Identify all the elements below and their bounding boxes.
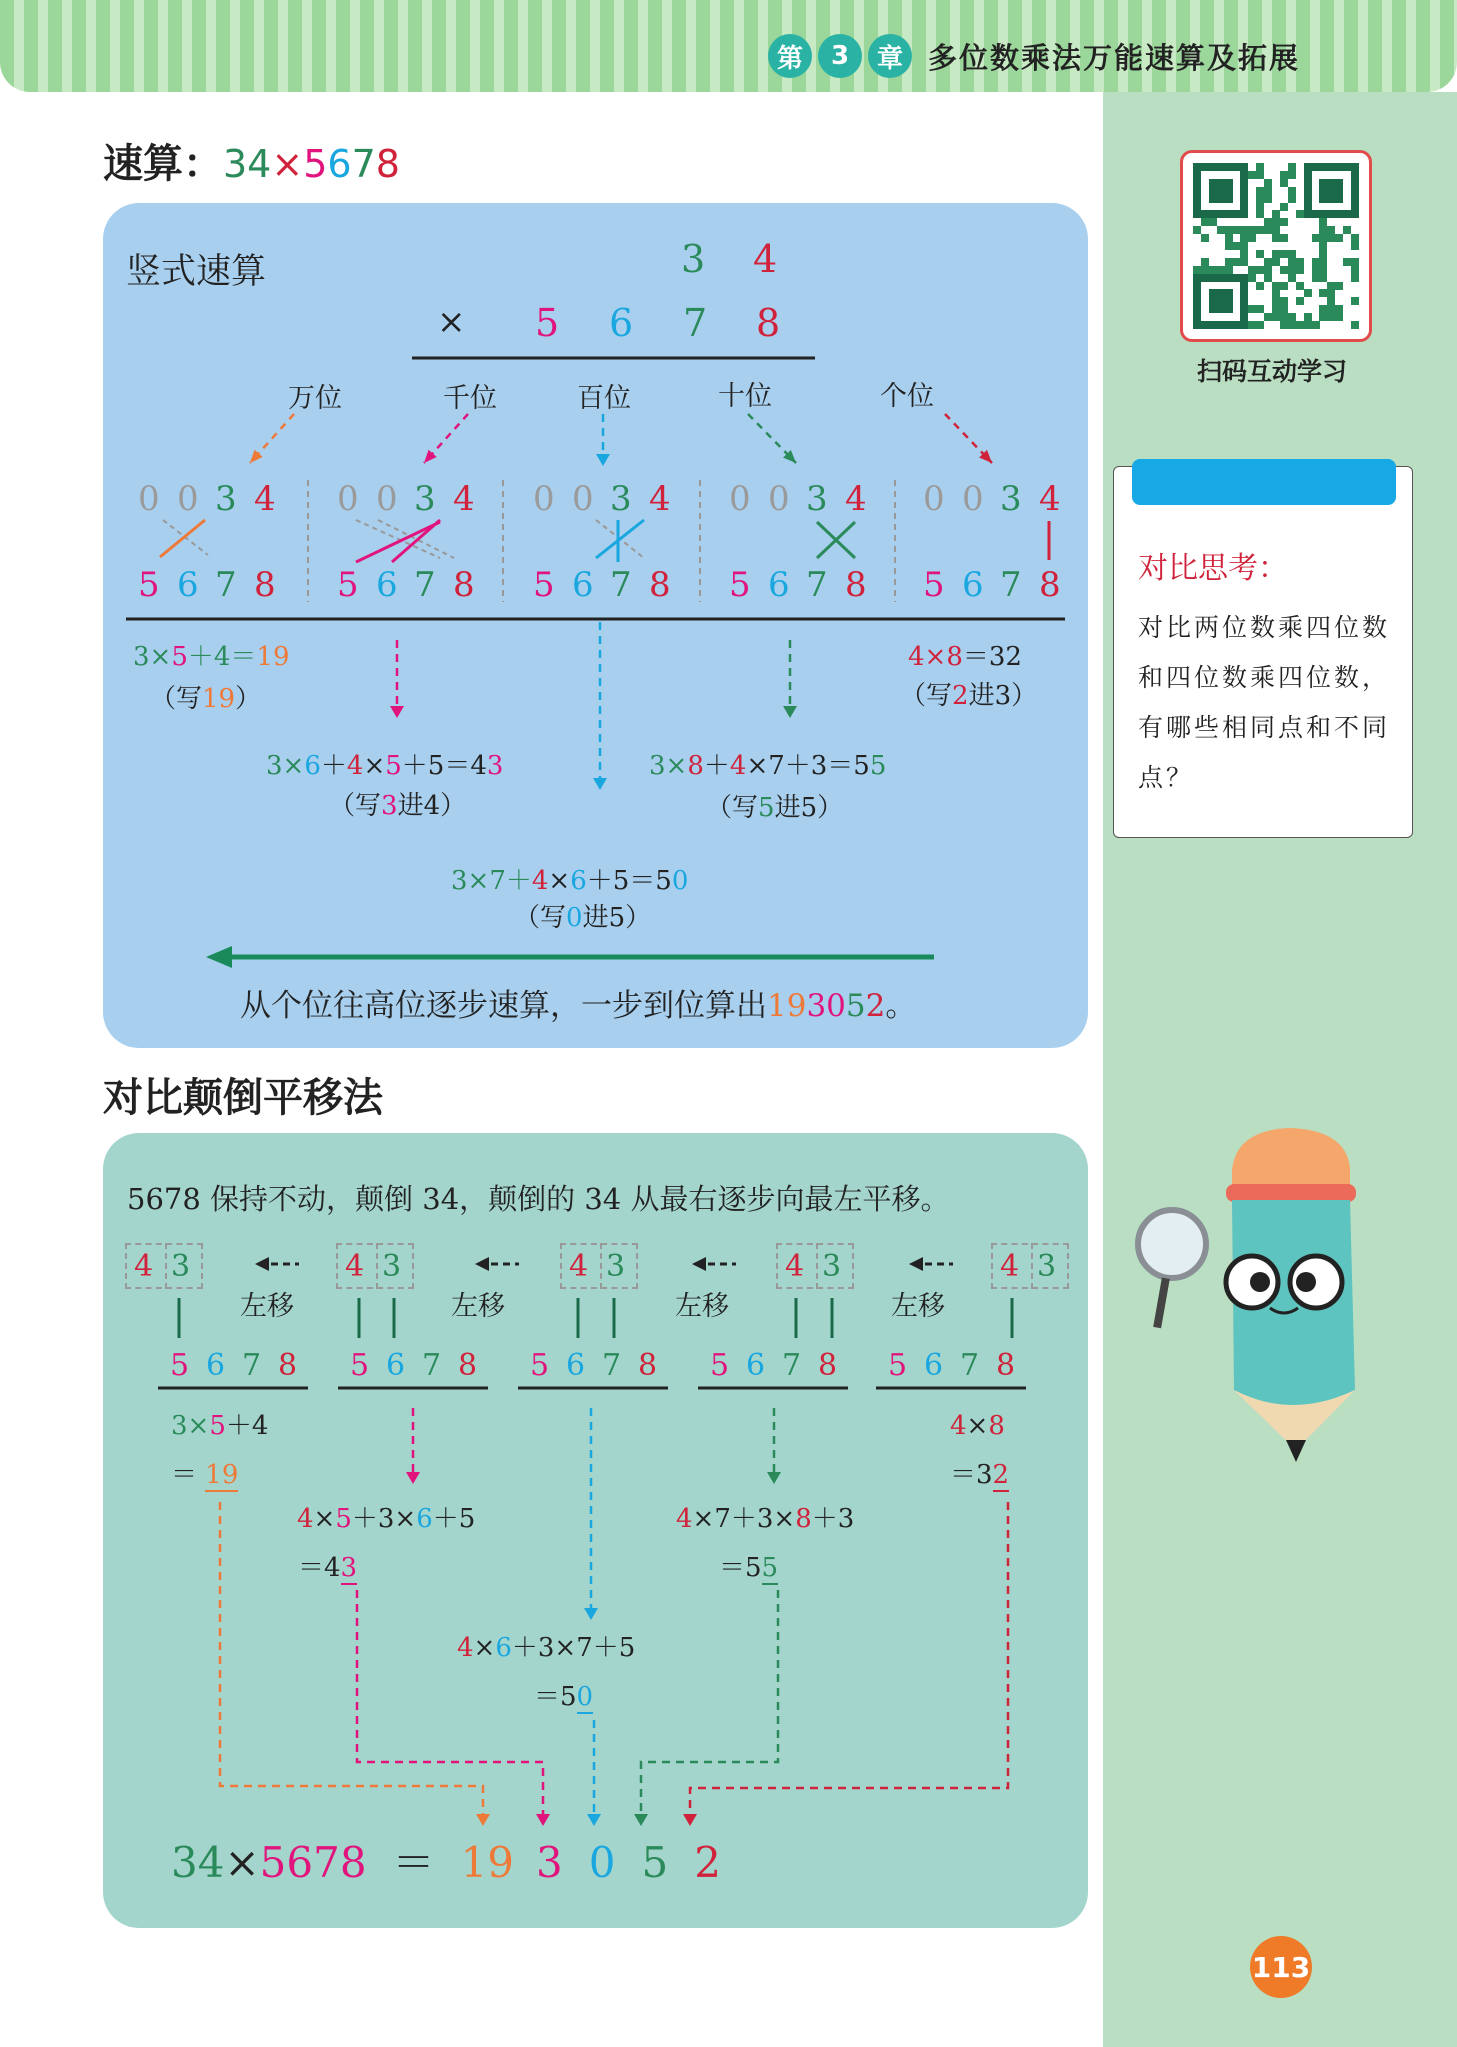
row-bottom-digit: 7: [414, 565, 436, 605]
calc-5-e: 2: [992, 1460, 1010, 1490]
calc-1-c: ＋4: [225, 1411, 269, 1441]
shift-left-label: 左移: [675, 1291, 729, 1322]
pair-digit-4: 4: [345, 1249, 365, 1284]
row-bottom-digit: 5: [533, 565, 555, 605]
multiplicand-digit: 8: [278, 1348, 298, 1383]
row-bottom-digit: 7: [806, 565, 828, 605]
row-bottom-digit: 5: [138, 565, 160, 605]
section2-title: 对比颠倒平移法: [103, 1075, 383, 1121]
calc-2-h: 3: [340, 1553, 358, 1583]
title-digit-8: 8: [375, 142, 400, 186]
note-qian-e: ）: [440, 791, 467, 821]
box2-intro: 5678 保持不动，颠倒 34，颠倒的 34 从最右逐步向最左平移。: [127, 1182, 950, 1216]
multiplicand-digit: 6: [746, 1348, 766, 1383]
final-b: ×: [224, 1838, 260, 1887]
calc-3-b: ×: [473, 1633, 496, 1663]
multiplicand-digit: 8: [458, 1348, 478, 1383]
row-top-digit: 0: [768, 479, 790, 519]
times-sign: ×: [437, 302, 466, 342]
calc-4-a: 4: [676, 1504, 693, 1534]
eq-shi-e: ×7＋3＝5: [746, 751, 870, 781]
note-qian-c: 进: [397, 791, 424, 821]
calc-5-d: ＝3: [950, 1460, 993, 1490]
eq-ge-d: ＝32: [962, 642, 1022, 672]
note-bai-e: ）: [625, 903, 652, 933]
final-e: 19: [460, 1838, 515, 1887]
calc-2-b: ×: [313, 1504, 336, 1534]
multiplicand-digit: 8: [638, 1348, 658, 1383]
qr-caption: 扫码互动学习: [1197, 357, 1348, 386]
summary-f: 。: [885, 988, 917, 1024]
row-top-digit: 0: [337, 479, 359, 519]
place-label-ge: 个位: [880, 381, 934, 412]
row-top-digit: 0: [533, 479, 555, 519]
row-bottom-digit: 6: [376, 565, 398, 605]
multiplicand-digit: 8: [818, 1348, 838, 1383]
row-top-digit: 3: [806, 479, 828, 519]
multiplicand-digit: 6: [566, 1348, 586, 1383]
shift-arrow-head: [475, 1257, 489, 1271]
shift-left-label: 左移: [891, 1291, 945, 1322]
calc-3-a: 4: [457, 1633, 474, 1663]
row-top-digit: 3: [414, 479, 436, 519]
final-d: ＝: [392, 1838, 435, 1887]
eq-ge-a: 4: [908, 642, 925, 672]
eq-wan-c: ＋4＝: [187, 642, 257, 672]
note-ge-a: （写: [900, 681, 953, 711]
multiplier-digit-8: 8: [756, 301, 781, 345]
row-bottom-digit: 6: [768, 565, 790, 605]
eq-qian-e: ×: [363, 751, 386, 781]
cross-gray: [378, 520, 454, 558]
row-bottom-digit: 8: [254, 565, 276, 605]
box2-arrow-green-head: [767, 1472, 781, 1484]
multiplicand-digit: 7: [960, 1348, 980, 1383]
final-i: 2: [694, 1838, 721, 1887]
place-label-qian: 千位: [443, 383, 497, 414]
row-top-digit: 0: [729, 479, 751, 519]
note-shi-a: （写: [706, 793, 759, 823]
row-top-digit: 0: [572, 479, 594, 519]
title-label: 速算：: [103, 141, 223, 187]
calc-4-d: ＋3: [811, 1504, 855, 1534]
note-ge-e: ）: [1011, 681, 1038, 711]
eq-shi-f: 5: [869, 751, 887, 781]
eq-qian-g: ＋5＝4: [401, 751, 487, 781]
row-bottom-digit: 6: [572, 565, 594, 605]
row-bottom-digit: 5: [923, 565, 945, 605]
calc-2-d: ＋3×: [351, 1504, 417, 1534]
calc-5-b: ×: [966, 1411, 989, 1441]
multiplicand-digit: 5: [888, 1348, 908, 1383]
note-ge-b: 2: [952, 681, 969, 711]
note-shi-c: 进: [774, 793, 801, 823]
multiplier-digit-6: 6: [609, 301, 634, 345]
row-top-digit: 0: [177, 479, 199, 519]
multiplier-digit-7: 7: [683, 301, 708, 345]
shift-arrow-head: [692, 1257, 706, 1271]
summary-e: 2: [865, 988, 886, 1024]
box1-label: 竖式速算: [126, 252, 267, 292]
note-bai-b: 0: [566, 903, 583, 933]
multiplicand-digit-3: 3: [681, 237, 706, 281]
note-shi-d: 5: [800, 793, 818, 823]
final-g: 0: [588, 1838, 616, 1887]
title-digit-5: 5: [303, 142, 328, 186]
row-top-digit: 4: [1039, 479, 1061, 519]
chapter-title: 多位数乘法万能速算及拓展: [928, 40, 1301, 75]
title-times: ×: [271, 142, 304, 186]
row-top-digit: 0: [962, 479, 984, 519]
calc-3-f: 0: [576, 1682, 594, 1712]
note-qian-d: 4: [423, 791, 441, 821]
pair-digit-3: 3: [1037, 1249, 1057, 1284]
collect-green-head: [634, 1814, 648, 1826]
eq-bai-e: ＋5＝5: [586, 866, 672, 896]
collect-pink: [357, 1590, 543, 1814]
row-top-digit: 4: [845, 479, 867, 519]
place-label-wan: 万位: [288, 383, 342, 414]
pair-digit-3: 3: [171, 1249, 191, 1284]
multiplicand-digit: 5: [710, 1348, 730, 1383]
note-bai-d: 5: [608, 903, 626, 933]
final-h: 5: [641, 1838, 669, 1887]
row-top-digit: 0: [923, 479, 945, 519]
pair-digit-3: 3: [606, 1249, 626, 1284]
multiplicand-digit: 5: [350, 1348, 370, 1383]
collect-red: [690, 1502, 1008, 1814]
place-label-bai: 百位: [577, 383, 631, 414]
eq-qian-c: ＋: [320, 751, 347, 781]
multiplicand-digit: 5: [530, 1348, 550, 1383]
calc-3-c: 6: [495, 1633, 512, 1663]
box2-arrow-pink-head: [406, 1472, 420, 1484]
row-bottom-digit: 6: [177, 565, 199, 605]
eq-qian-a: 3×: [266, 751, 305, 781]
eq-shi-c: ＋: [703, 751, 730, 781]
eq-shi-d: 4: [729, 751, 747, 781]
eq-qian-b: 6: [304, 751, 321, 781]
down-arrow-shi-head: [783, 706, 797, 718]
summary-a: 从个位往高位逐步速算，一步到位算出: [240, 988, 767, 1024]
note-ge-c: 进: [968, 681, 995, 711]
note-qian-b: 3: [381, 791, 398, 821]
calc-2-f: ＋5: [432, 1504, 476, 1534]
eq-qian-h: 3: [486, 751, 504, 781]
note-wan-c: ）: [235, 684, 262, 714]
calc-1-b: 5: [209, 1411, 226, 1441]
page-number: 113: [1250, 1936, 1312, 1998]
arrow-wan-head: [250, 450, 263, 463]
eq-wan-b: 5: [171, 642, 188, 672]
pair-digit-3: 3: [822, 1249, 842, 1284]
multiplicand-digit: 5: [170, 1348, 190, 1383]
chapter-badge-suffix: 章: [868, 34, 912, 78]
row-bottom-digit: 8: [649, 565, 671, 605]
calc-1-e: 19: [205, 1460, 239, 1490]
place-label-shi: 十位: [718, 381, 772, 412]
note-shi-b: 5: [758, 793, 775, 823]
collect-orange: [220, 1502, 483, 1814]
eq-shi-a: 3×: [649, 751, 688, 781]
final-a: 34: [171, 1838, 225, 1887]
calc-1-d: ＝: [171, 1460, 198, 1490]
summary-c: 30: [806, 988, 846, 1024]
calc-3-d: ＋3×7＋5: [511, 1633, 636, 1663]
card-text: 对比两位数乘四位数和四位数乘四位数，有哪些相同点和不同点？: [1138, 613, 1391, 792]
eq-bai-f: 0: [671, 866, 689, 896]
calc-1-a: 3×: [171, 1411, 210, 1441]
note-wan-a: （写: [150, 684, 203, 714]
row-top-digit: 0: [138, 479, 160, 519]
eq-bai-b: 4: [531, 866, 549, 896]
row-bottom-digit: 6: [962, 565, 984, 605]
pair-digit-4: 4: [569, 1249, 589, 1284]
cross-orange: [160, 520, 205, 557]
eq-qian-d: 4: [346, 751, 364, 781]
row-top-digit: 0: [376, 479, 398, 519]
calc-4-b: ×7＋3×: [692, 1504, 796, 1534]
final-c: 5678: [259, 1838, 367, 1887]
multiplicand-digit: 8: [996, 1348, 1016, 1383]
eq-bai-d: 6: [570, 866, 587, 896]
chapter-badge-prefix: 第: [768, 34, 812, 78]
row-bottom-digit: 8: [845, 565, 867, 605]
summary-b: 19: [767, 988, 807, 1024]
calc-5-c: 8: [988, 1411, 1005, 1441]
shift-arrow-head: [255, 1257, 269, 1271]
card-title: 对比思考：: [1138, 551, 1288, 586]
shift-left-label: 左移: [451, 1291, 505, 1322]
note-qian-a: （写: [329, 791, 382, 821]
note-wan-b: 19: [202, 684, 236, 714]
note-ge-d: 3: [994, 681, 1012, 711]
row-top-digit: 3: [215, 479, 237, 519]
final-f: 3: [536, 1838, 563, 1887]
row-top-digit: 4: [649, 479, 671, 519]
pair-digit-3: 3: [382, 1249, 402, 1284]
title-digit-7: 7: [351, 142, 376, 186]
row-top-digit: 3: [610, 479, 632, 519]
multiplier-digit-5: 5: [535, 301, 560, 345]
collect-red-head: [683, 1814, 697, 1826]
collect-green: [641, 1590, 778, 1814]
shift-left-label: 左移: [240, 1291, 294, 1322]
multiplicand-digit: 7: [242, 1348, 262, 1383]
collect-pink-head: [536, 1814, 550, 1826]
row-bottom-digit: 8: [1039, 565, 1061, 605]
note-shi-e: ）: [817, 793, 844, 823]
title-num1: 34: [223, 142, 272, 186]
eq-wan-a: 3×: [133, 642, 172, 672]
calc-4-f: 5: [761, 1553, 779, 1583]
multiplicand-digit: 7: [782, 1348, 802, 1383]
row-top-digit: 4: [453, 479, 475, 519]
row-top-digit: 3: [1000, 479, 1022, 519]
calc-3-e: ＝5: [534, 1682, 577, 1712]
calc-5-a: 4: [950, 1411, 967, 1441]
calc-2-a: 4: [297, 1504, 314, 1534]
pair-digit-4: 4: [785, 1249, 805, 1284]
pair-digit-4: 4: [134, 1249, 154, 1284]
arrow-bai-head: [596, 454, 610, 466]
row-bottom-digit: 8: [453, 565, 475, 605]
row-bottom-digit: 7: [1000, 565, 1022, 605]
multiplicand-digit: 6: [924, 1348, 944, 1383]
chapter-badge-number: 3: [818, 34, 862, 78]
collect-orange-head: [476, 1814, 490, 1826]
eq-ge-b: ×: [924, 642, 947, 672]
row-bottom-digit: 5: [729, 565, 751, 605]
multiplicand-digit: 7: [602, 1348, 622, 1383]
pair-digit-4: 4: [1000, 1249, 1020, 1284]
eq-bai-a: 3×7＋: [451, 866, 532, 896]
note-bai-a: （写: [514, 903, 567, 933]
shift-arrow-head: [909, 1257, 923, 1271]
calc-2-g: ＝4: [298, 1553, 341, 1583]
row-bottom-digit: 5: [337, 565, 359, 605]
collect-blue-head: [587, 1814, 601, 1826]
box2-arrow-blue-head: [584, 1608, 598, 1620]
cross-gray: [356, 520, 440, 558]
calc-2-e: 6: [416, 1504, 433, 1534]
row-bottom-digit: 7: [610, 565, 632, 605]
title-digit-6: 6: [327, 142, 352, 186]
multiplicand-digit: 6: [206, 1348, 226, 1383]
progress-arrow-head: [206, 946, 232, 968]
eq-wan-d: 19: [256, 642, 290, 672]
calc-4-c: 8: [795, 1504, 812, 1534]
eq-qian-f: 5: [385, 751, 402, 781]
multiplicand-digit: 7: [422, 1348, 442, 1383]
multiplicand-digit-4: 4: [753, 237, 778, 281]
down-arrow-qian-head: [390, 706, 404, 718]
calc-4-e: ＝5: [719, 1553, 762, 1583]
eq-ge-c: 8: [946, 642, 963, 672]
note-bai-c: 进: [582, 903, 609, 933]
eq-bai-c: ×: [548, 866, 571, 896]
down-arrow-bai-head: [593, 778, 607, 790]
arrow-qian-head: [424, 450, 437, 463]
row-bottom-digit: 7: [215, 565, 237, 605]
multiplicand-digit: 6: [386, 1348, 406, 1383]
eq-shi-b: 8: [687, 751, 704, 781]
calc-2-c: 5: [335, 1504, 352, 1534]
row-top-digit: 4: [254, 479, 276, 519]
summary-d: 5: [845, 988, 866, 1024]
